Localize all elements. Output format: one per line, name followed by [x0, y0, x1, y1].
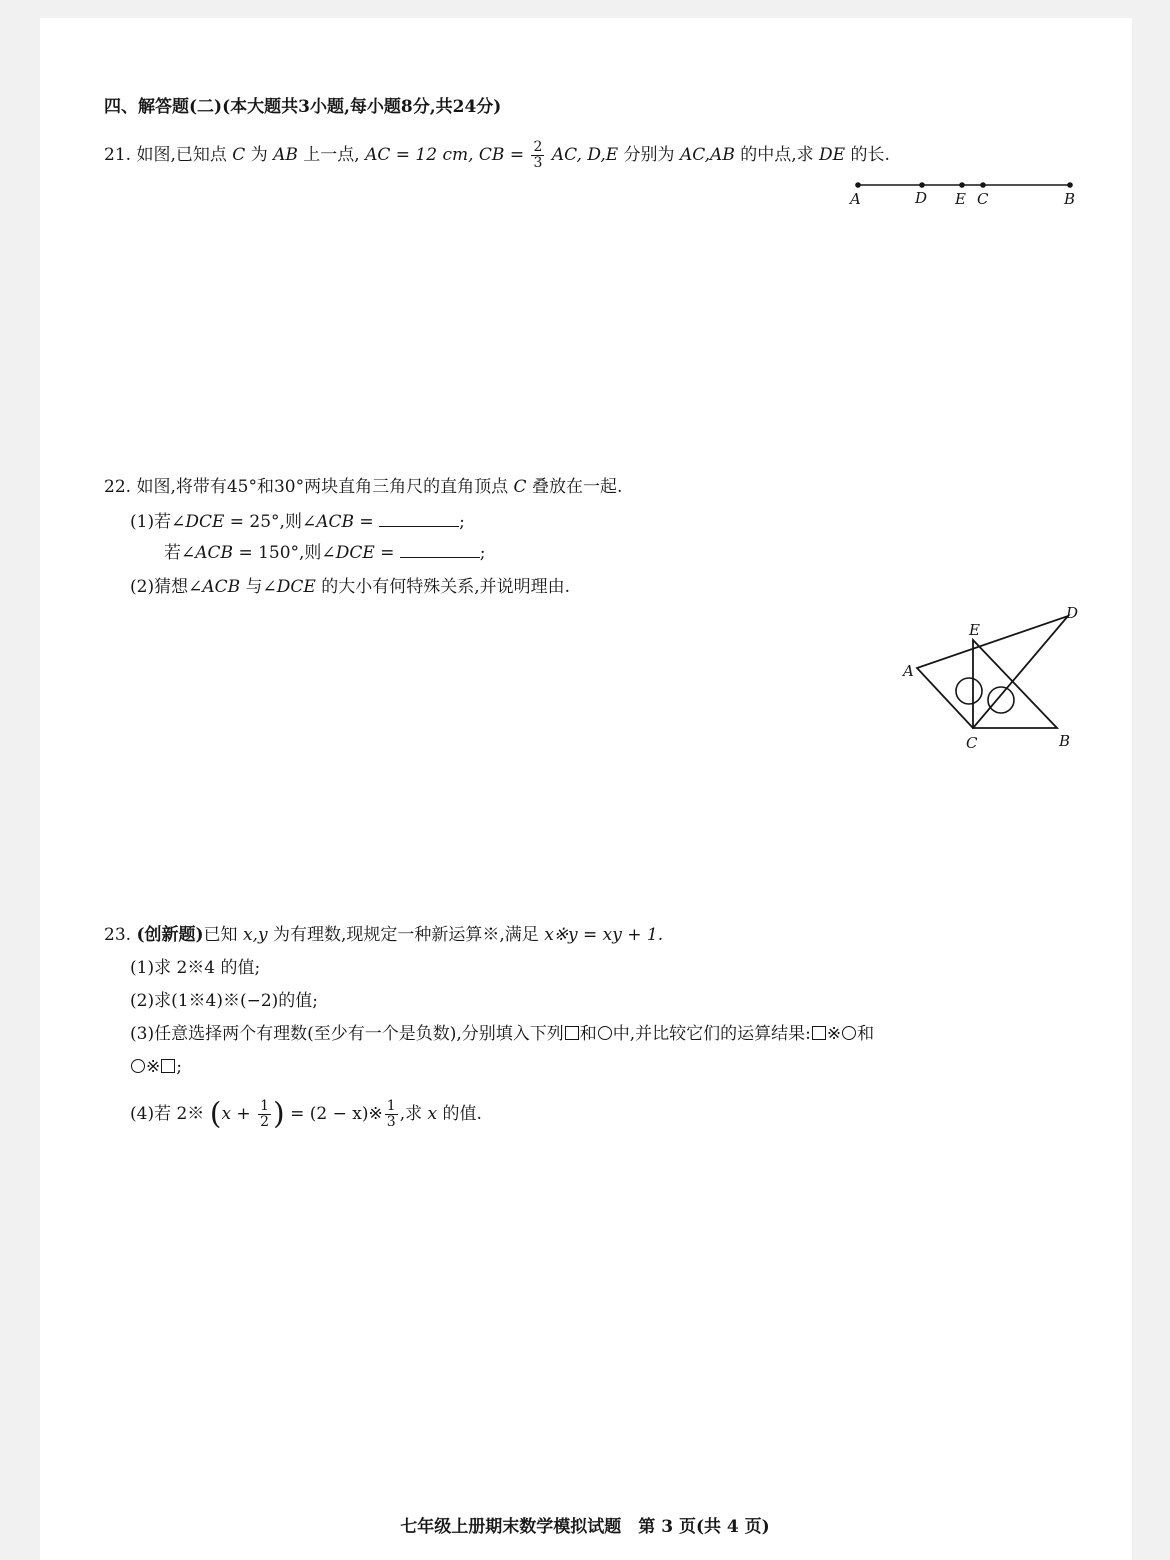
triangle-acd: [917, 616, 1068, 728]
q21-text-c: 上一点,: [303, 145, 360, 165]
q21-text: [104, 140, 890, 171]
q21-eq1: AC = 12 cm,: [365, 145, 474, 165]
q22-p1b-var2: DCE: [335, 543, 375, 563]
q21-var-ab: AB: [273, 145, 298, 165]
q23-number: 23.: [104, 925, 132, 945]
q22-p1a-end: =: [359, 512, 374, 532]
q21-var-acab: AC,AB: [679, 145, 735, 165]
q22-p1a-mid: = 25°,则∠: [229, 512, 317, 532]
q23-p4d: 的值.: [442, 1104, 482, 1124]
q22-p1a-tail: ;: [459, 512, 465, 532]
point-d: [919, 182, 925, 188]
q23-p3e: 和: [857, 1024, 875, 1044]
q21-number: 21.: [104, 145, 132, 165]
label-e: E: [969, 621, 980, 639]
answer-blank-acb[interactable]: [379, 510, 459, 527]
q22-p1b-var: ACB: [195, 543, 234, 563]
q22-part2: [130, 576, 570, 598]
label-a: A: [903, 662, 914, 680]
q21-fraction: [531, 140, 544, 171]
q22-p1b-tail: ;: [479, 543, 486, 563]
q23-p3d: ※: [826, 1024, 842, 1044]
q21-text-d: 分别为: [623, 145, 675, 165]
q22-part1b: [164, 541, 486, 564]
q23-p4c: ,求: [399, 1104, 423, 1124]
q23-p3a: (3)任意选择两个有理数(至少有一个是负数),分别填入下列: [130, 1024, 564, 1044]
q21-text-e: 的中点,求: [740, 145, 814, 165]
circle-symbol: [131, 1059, 145, 1073]
q22-p1b-mid: = 150°,则∠: [238, 543, 336, 563]
q23-p4a: (4)若 2※: [130, 1104, 205, 1124]
q22-p1a-var2: ACB: [316, 512, 354, 532]
q21-var-c: C: [232, 145, 246, 165]
q22-p2-prefix: (2)猜想∠: [130, 577, 203, 597]
q22-stem: [104, 476, 622, 498]
square-symbol: [812, 1026, 826, 1040]
q23-fraction-third: [385, 1099, 398, 1130]
q22-p2-mid: 与∠: [245, 577, 277, 597]
q21-text-a: 如图,已知点: [136, 145, 227, 165]
q23-stem: [104, 924, 663, 946]
q21-var-de: DE: [819, 145, 846, 165]
circle-symbol: [842, 1026, 856, 1040]
label-d: D: [915, 189, 928, 207]
right-paren: ): [273, 1096, 285, 1132]
q22-p2-var2: DCE: [276, 577, 316, 597]
q23-fraction-half: [258, 1099, 271, 1130]
q23-vars: x,y: [242, 925, 268, 945]
label-c: C: [977, 190, 989, 208]
q22-p1b-end: =: [380, 543, 395, 563]
q23-f2-den: 3: [386, 1114, 396, 1130]
q22-p1b-prefix: 若∠: [164, 543, 196, 563]
q22-stem-text: 如图,将带有45°和30°两块直角三角尺的直角顶点: [136, 477, 509, 497]
label-b: B: [1064, 190, 1076, 208]
answer-blank-dce[interactable]: [400, 541, 480, 558]
q22-var-c: C: [513, 477, 527, 497]
label-a: A: [850, 190, 861, 208]
q22-p2-var: ACB: [202, 577, 241, 597]
q22-p2-end: 的大小有何特殊关系,并说明理由.: [321, 577, 571, 597]
q23-stem-a: 已知: [203, 925, 238, 945]
q23-part3-line1: [130, 1023, 874, 1045]
point-c: [980, 182, 986, 188]
q23-part4: [130, 1096, 482, 1132]
q23-p4-var: x: [427, 1104, 438, 1124]
q22-part1a: [130, 510, 465, 533]
q21-var-de-points: D,E: [587, 145, 619, 165]
q21-eq2-rhs: AC,: [551, 145, 582, 165]
angle-mark-circle-right: [988, 687, 1014, 713]
square-symbol: [161, 1059, 175, 1073]
circle-symbol: [598, 1026, 612, 1040]
square-symbol: [565, 1026, 579, 1040]
left-paren: (: [209, 1096, 222, 1132]
q23-definition: x※y = xy + 1.: [544, 925, 664, 945]
point-b: [1067, 182, 1073, 188]
q22-number: 22.: [104, 477, 132, 497]
q21-segment-figure: [840, 175, 1090, 215]
q23-p3f: ※: [146, 1057, 161, 1077]
label-d: D: [1066, 604, 1079, 622]
q21-text-b: 为: [250, 145, 268, 165]
q21-eq2-lhs: CB =: [478, 145, 525, 165]
q23-p3b: 和: [579, 1024, 597, 1044]
q22-triangles-figure: [895, 600, 1095, 760]
page-footer: 七年级上册期末数学模拟试题 第 3 页(共 4 页): [400, 1517, 770, 1537]
q23-f1-den: 2: [260, 1114, 270, 1130]
triangle-ecb: [973, 640, 1057, 728]
q23-f1-num: 1: [260, 1098, 270, 1114]
q23-p4b: = (2 − x)※: [290, 1104, 383, 1124]
label-e: E: [955, 190, 966, 208]
q22-stem-end: 叠放在一起.: [531, 477, 623, 497]
label-c: C: [966, 734, 978, 752]
angle-mark-circle-left: [956, 678, 982, 704]
q21-frac-den: 3: [533, 155, 543, 171]
exam-page: [40, 18, 1132, 1560]
q23-stem-b: 为有理数,现规定一种新运算※,满足: [272, 925, 539, 945]
section-title: 四、解答题(二)(本大题共3小题,每小题8分,共24分): [104, 97, 502, 117]
q21-text-f: 的长.: [850, 145, 890, 165]
q22-p1a-prefix: (1)若∠: [130, 512, 186, 532]
label-b: B: [1059, 732, 1071, 750]
q23-part1: (1)求 2※4 的值;: [130, 958, 261, 978]
q22-p1a-var: DCE: [185, 512, 225, 532]
q23-part3-line2: [130, 1056, 182, 1078]
q23-p3c: 中,并比较它们的运算结果:: [612, 1024, 811, 1044]
q23-p3g: ;: [176, 1057, 182, 1077]
point-a: [855, 182, 861, 188]
q21-frac-num: 2: [533, 139, 543, 155]
q23-tag: (创新题): [136, 925, 204, 945]
point-e: [959, 182, 965, 188]
q23-p4-x: x +: [221, 1104, 251, 1124]
q23-part2: (2)求(1※4)※(−2)的值;: [130, 991, 319, 1011]
q23-f2-num: 1: [386, 1098, 396, 1114]
